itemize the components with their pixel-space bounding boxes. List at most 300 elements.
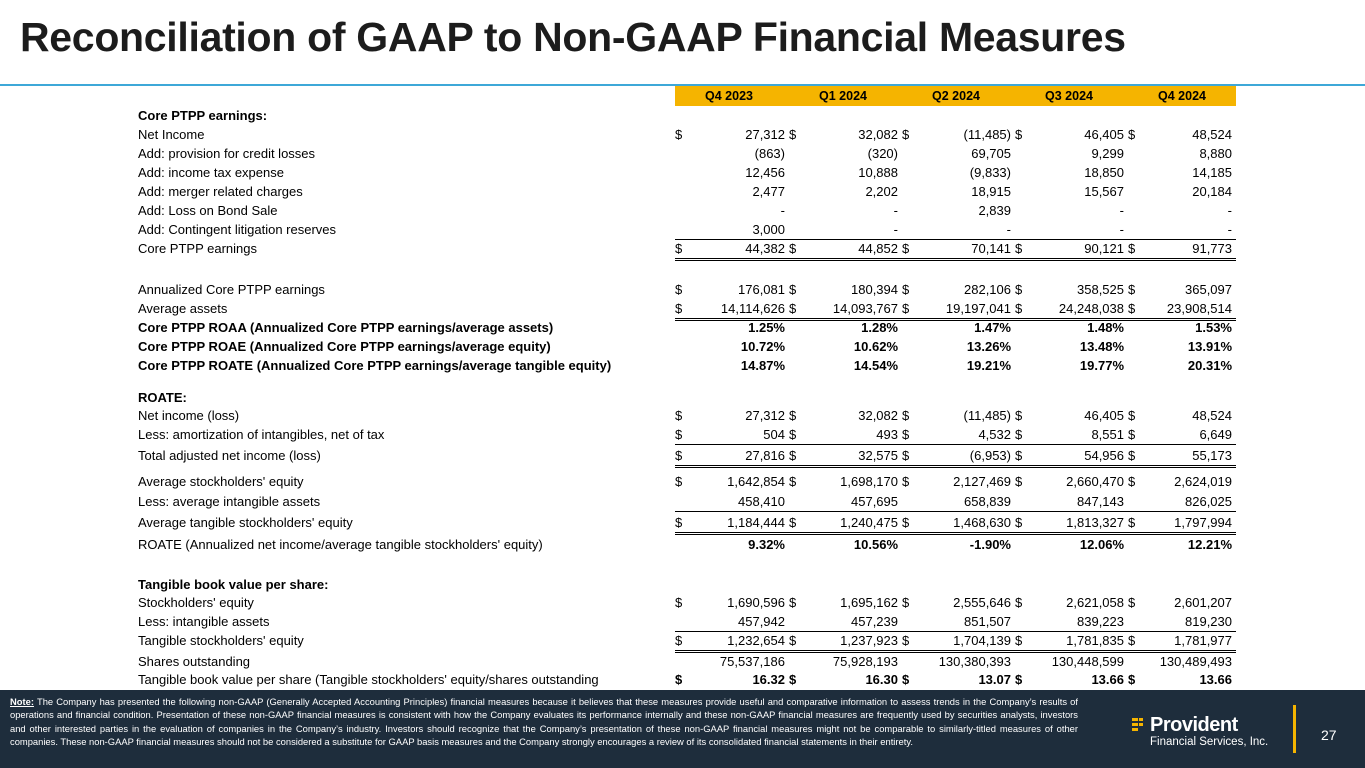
currency-symbol: $ — [1128, 427, 1136, 442]
table-cell — [675, 337, 789, 356]
table-row — [138, 163, 1230, 182]
table-cell — [902, 201, 1015, 220]
table-cell — [1015, 280, 1128, 299]
cell-value: 457,942 — [738, 614, 785, 629]
currency-symbol: $ — [1128, 127, 1136, 142]
table-cell — [902, 163, 1015, 182]
table-row — [138, 425, 1230, 444]
table-cell — [675, 125, 789, 144]
row-label: ROATE (Annualized net income/average tangible stockholders' equity) — [138, 537, 543, 552]
table-cell — [789, 163, 902, 182]
cell-value: 176,081 — [738, 282, 785, 297]
cell-value: 12.21% — [1187, 537, 1232, 552]
cell-value: 1,232,654 — [727, 633, 785, 648]
row-label: Less: average intangible assets — [138, 494, 321, 509]
page-number: 27 — [1321, 727, 1337, 743]
cell-value: 1,690,596 — [727, 595, 785, 610]
cell-value: 75,928,193 — [832, 654, 898, 669]
cell-value: (9,833) — [969, 165, 1011, 180]
currency-symbol: $ — [789, 282, 797, 297]
table-cell — [789, 220, 902, 240]
table-cell — [902, 492, 1015, 512]
table-cell — [1128, 492, 1236, 512]
cell-value: 1,237,923 — [840, 633, 898, 648]
note-label: Note: — [10, 696, 34, 707]
cell-value: 55,173 — [1192, 448, 1232, 463]
table-cell — [1015, 425, 1128, 445]
column-header: Q1 2024 — [819, 89, 867, 103]
cell-value: 70,141 — [971, 241, 1011, 256]
table-cell — [1015, 182, 1128, 201]
table-cell — [902, 337, 1015, 356]
cell-value: 851,507 — [964, 614, 1011, 629]
cell-value: 20.31% — [1187, 358, 1232, 373]
cell-value: 75,537,186 — [719, 654, 785, 669]
currency-symbol: $ — [675, 408, 683, 423]
currency-symbol: $ — [902, 515, 910, 530]
cell-value: 826,025 — [1185, 494, 1232, 509]
table-cell — [675, 406, 789, 425]
table-cell — [1128, 337, 1236, 356]
logo-mark-icon — [1130, 717, 1150, 735]
currency-symbol: $ — [1015, 301, 1023, 316]
table-cell — [789, 144, 902, 163]
currency-symbol: $ — [675, 301, 683, 316]
cell-value: 2,477 — [752, 184, 785, 199]
table-cell — [1015, 652, 1128, 671]
currency-symbol: $ — [1128, 282, 1136, 297]
cell-value: 8,551 — [1091, 427, 1124, 442]
table-cell — [902, 446, 1015, 468]
cell-value: 13.66 — [1091, 672, 1124, 687]
cell-value: 2,555,646 — [953, 595, 1011, 610]
table-cell — [1128, 280, 1236, 299]
table-cell — [902, 318, 1015, 337]
cell-value: 10.62% — [853, 339, 898, 354]
row-label: Average assets — [138, 301, 228, 316]
cell-value: 1,642,854 — [727, 474, 785, 489]
cell-value: 19,197,041 — [945, 301, 1011, 316]
currency-symbol: $ — [902, 408, 910, 423]
cell-value: 1,468,630 — [953, 515, 1011, 530]
currency-symbol: $ — [1128, 448, 1136, 463]
table-row — [138, 299, 1230, 318]
cell-value: - — [893, 222, 898, 237]
table-cell — [675, 425, 789, 445]
row-label: Less: intangible assets — [138, 614, 270, 629]
table-cell — [902, 670, 1015, 689]
cell-value: 1,240,475 — [840, 515, 898, 530]
cell-value: 1.53% — [1195, 320, 1232, 335]
currency-symbol: $ — [1015, 633, 1023, 648]
table-cell — [1128, 631, 1236, 653]
table-row — [138, 239, 1230, 258]
table-cell — [789, 239, 902, 261]
table-cell — [675, 280, 789, 299]
cell-value: 69,705 — [971, 146, 1011, 161]
table-row — [138, 106, 1230, 125]
cell-value: (11,485) — [963, 127, 1011, 142]
row-label: Total adjusted net income (loss) — [138, 448, 321, 463]
table-cell — [1015, 406, 1128, 425]
table-cell — [902, 631, 1015, 653]
currency-symbol: $ — [675, 127, 683, 142]
cell-value: 19.77% — [1079, 358, 1124, 373]
table-cell — [675, 201, 789, 220]
cell-value: 91,773 — [1192, 241, 1232, 256]
table-cell — [675, 631, 789, 653]
row-label: Core PTPP earnings — [138, 241, 257, 256]
row-label: Tangible book value per share (Tangible stockholders' equity/shares outstanding — [138, 672, 599, 687]
currency-symbol: $ — [1128, 474, 1136, 489]
table-cell — [789, 446, 902, 468]
cell-value: 1,781,977 — [1174, 633, 1232, 648]
cell-value: 1.47% — [974, 320, 1011, 335]
row-label: Add: income tax expense — [138, 165, 284, 180]
table-cell — [789, 125, 902, 144]
cell-value: (320) — [867, 146, 898, 161]
table-cell — [1128, 612, 1236, 632]
currency-symbol: $ — [1128, 408, 1136, 423]
currency-symbol: $ — [789, 633, 797, 648]
currency-symbol: $ — [789, 241, 797, 256]
cell-value: 54,956 — [1084, 448, 1124, 463]
table-cell — [1015, 144, 1128, 163]
cell-value: 20,184 — [1192, 184, 1232, 199]
table-cell — [1128, 652, 1236, 671]
cell-value: 358,525 — [1077, 282, 1124, 297]
table-cell — [1015, 472, 1128, 491]
table-cell — [902, 593, 1015, 612]
cell-value: 4,532 — [978, 427, 1011, 442]
cell-value: 16.32 — [752, 672, 785, 687]
cell-value: 48,524 — [1192, 127, 1232, 142]
currency-symbol: $ — [1128, 595, 1136, 610]
cell-value: 847,143 — [1077, 494, 1124, 509]
currency-symbol: $ — [789, 301, 797, 316]
table-cell — [1015, 337, 1128, 356]
table-cell — [902, 220, 1015, 240]
cell-value: 3,000 — [752, 222, 785, 237]
cell-value: 12.06% — [1079, 537, 1124, 552]
cell-value: 2,839 — [978, 203, 1011, 218]
currency-symbol: $ — [1128, 241, 1136, 256]
table-row — [138, 125, 1230, 144]
cell-value: 1,781,835 — [1066, 633, 1124, 648]
cell-value: 10.72% — [740, 339, 785, 354]
table-cell — [1128, 125, 1236, 144]
table-cell — [1128, 406, 1236, 425]
table-cell — [675, 163, 789, 182]
table-cell — [789, 670, 902, 689]
table-cell — [1128, 182, 1236, 201]
cell-value: 13.07 — [978, 672, 1011, 687]
table-cell — [675, 472, 789, 491]
table-row — [138, 652, 1230, 671]
cell-value: 8,880 — [1199, 146, 1232, 161]
table-row — [138, 356, 1230, 375]
footer — [0, 690, 1365, 768]
page-title: Reconciliation of GAAP to Non-GAAP Financial Measures — [20, 14, 1126, 60]
table-cell — [1015, 612, 1128, 632]
table-row — [138, 201, 1230, 220]
table-row — [138, 144, 1230, 163]
currency-symbol: $ — [1015, 672, 1023, 687]
cell-value: 2,660,470 — [1066, 474, 1124, 489]
table-cell — [1128, 163, 1236, 182]
currency-symbol: $ — [902, 301, 910, 316]
cell-value: 18,915 — [971, 184, 1011, 199]
cell-value: 32,082 — [858, 127, 898, 142]
table-row — [138, 513, 1230, 532]
cell-value: 13.48% — [1079, 339, 1124, 354]
table-cell — [1015, 446, 1128, 468]
cell-value: 130,448,599 — [1051, 654, 1124, 669]
currency-symbol: $ — [675, 515, 683, 530]
cell-value: (6,953) — [969, 448, 1011, 463]
row-label: Net income (loss) — [138, 408, 240, 423]
row-label: Tangible book value per share: — [138, 577, 329, 592]
currency-symbol: $ — [789, 515, 797, 530]
table-cell — [789, 425, 902, 445]
cell-value: - — [1227, 203, 1232, 218]
cell-value: 14,185 — [1192, 165, 1232, 180]
row-label: Less: amortization of intangibles, net of tax — [138, 427, 385, 442]
table-cell — [789, 356, 902, 375]
currency-symbol: $ — [789, 127, 797, 142]
cell-value: 90,121 — [1084, 241, 1124, 256]
cell-value: 14,093,767 — [832, 301, 898, 316]
currency-symbol: $ — [675, 448, 683, 463]
cell-value: 32,082 — [858, 408, 898, 423]
cell-value: 458,410 — [738, 494, 785, 509]
table-cell — [789, 201, 902, 220]
currency-symbol: $ — [675, 633, 683, 648]
cell-value: - — [1119, 203, 1124, 218]
cell-value: 44,852 — [858, 241, 898, 256]
table-cell — [1128, 535, 1236, 554]
column-header: Q2 2024 — [932, 89, 980, 103]
table-cell — [675, 670, 789, 689]
row-label: Core PTPP ROATE (Annualized Core PTPP earnings/average tangible equity) — [138, 358, 612, 373]
table-cell — [902, 239, 1015, 261]
cell-value: 44,382 — [745, 241, 785, 256]
currency-symbol: $ — [675, 241, 683, 256]
cell-value: - — [780, 203, 785, 218]
cell-value: 13.91% — [1187, 339, 1232, 354]
cell-value: 130,380,393 — [938, 654, 1011, 669]
row-label: Add: provision for credit losses — [138, 146, 316, 161]
table-row — [138, 388, 1230, 407]
currency-symbol: $ — [1015, 515, 1023, 530]
currency-symbol: $ — [1128, 633, 1136, 648]
table-row — [138, 631, 1230, 650]
cell-value: 27,312 — [745, 127, 785, 142]
cell-value: 24,248,038 — [1058, 301, 1124, 316]
table-cell — [1128, 513, 1236, 535]
table-cell — [902, 280, 1015, 299]
table-cell — [1015, 670, 1128, 689]
table-cell — [1128, 593, 1236, 612]
cell-value: 6,649 — [1199, 427, 1232, 442]
cell-value: 48,524 — [1192, 408, 1232, 423]
cell-value: 493 — [876, 427, 898, 442]
cell-value: 10.56% — [853, 537, 898, 552]
currency-symbol: $ — [1015, 474, 1023, 489]
currency-symbol: $ — [1128, 515, 1136, 530]
row-label: Tangible stockholders' equity — [138, 633, 304, 648]
table-cell — [1015, 356, 1128, 375]
cell-value: 18,850 — [1084, 165, 1124, 180]
table-cell — [789, 318, 902, 337]
currency-symbol: $ — [1128, 672, 1136, 687]
currency-symbol: $ — [902, 448, 910, 463]
table-cell — [789, 472, 902, 491]
table-row — [138, 446, 1230, 465]
row-label: Core PTPP ROAE (Annualized Core PTPP earnings/average equity) — [138, 339, 551, 354]
cell-value: 282,106 — [964, 282, 1011, 297]
currency-symbol: $ — [1015, 427, 1023, 442]
table-cell — [902, 652, 1015, 671]
table-cell — [1128, 144, 1236, 163]
cell-value: 27,816 — [745, 448, 785, 463]
row-label: Shares outstanding — [138, 654, 251, 669]
table-cell — [1015, 318, 1128, 337]
table-row — [138, 318, 1230, 337]
table-cell — [1128, 446, 1236, 468]
table-cell — [1128, 425, 1236, 445]
cell-value: 14.87% — [740, 358, 785, 373]
table-cell — [675, 612, 789, 632]
table-row — [138, 670, 1230, 689]
table-cell — [902, 406, 1015, 425]
cell-value: -1.90% — [969, 537, 1011, 552]
currency-symbol: $ — [1015, 448, 1023, 463]
table-cell — [675, 182, 789, 201]
currency-symbol: $ — [902, 427, 910, 442]
table-cell — [789, 652, 902, 671]
cell-value: 15,567 — [1084, 184, 1124, 199]
cell-value: 19.21% — [966, 358, 1011, 373]
cell-value: 23,908,514 — [1166, 301, 1232, 316]
table-cell — [902, 182, 1015, 201]
currency-symbol: $ — [1015, 408, 1023, 423]
currency-symbol: $ — [789, 474, 797, 489]
table-row — [138, 220, 1230, 239]
table-cell — [1128, 670, 1236, 689]
cell-value: 1,813,327 — [1066, 515, 1124, 530]
table-cell — [675, 144, 789, 163]
row-label: Add: Contingent litigation reserves — [138, 222, 337, 237]
cell-value: 1,797,994 — [1174, 515, 1232, 530]
table-cell — [789, 406, 902, 425]
logo-subtitle: Financial Services, Inc. — [1150, 736, 1269, 748]
row-label: Core PTPP earnings: — [138, 108, 268, 123]
table-cell — [675, 220, 789, 240]
table-cell — [1128, 201, 1236, 220]
table-cell — [1128, 356, 1236, 375]
row-label: Stockholders' equity — [138, 595, 254, 610]
currency-symbol: $ — [789, 672, 797, 687]
cell-value: 9,299 — [1091, 146, 1124, 161]
table-cell — [1128, 318, 1236, 337]
table-cell — [789, 182, 902, 201]
table-cell — [789, 593, 902, 612]
table-cell — [902, 144, 1015, 163]
row-label: Net Income — [138, 127, 205, 142]
cell-value: 1,704,139 — [953, 633, 1011, 648]
cell-value: 12,456 — [745, 165, 785, 180]
cell-value: 2,624,019 — [1174, 474, 1232, 489]
table-cell — [675, 356, 789, 375]
currency-symbol: $ — [1015, 282, 1023, 297]
cell-value: 2,127,469 — [953, 474, 1011, 489]
table-row — [138, 406, 1230, 425]
row-label: Average tangible stockholders' equity — [138, 515, 353, 530]
cell-value: 13.26% — [966, 339, 1011, 354]
table-cell — [789, 631, 902, 653]
currency-symbol: $ — [675, 427, 683, 442]
currency-symbol: $ — [675, 282, 683, 297]
cell-value: 16.30 — [865, 672, 898, 687]
cell-value: 1,698,170 — [840, 474, 898, 489]
cell-value: 457,239 — [851, 614, 898, 629]
table-row — [138, 535, 1230, 554]
currency-symbol: $ — [902, 633, 910, 648]
table-cell — [789, 337, 902, 356]
cell-value: 9.32% — [748, 537, 785, 552]
cell-value: 1.25% — [748, 320, 785, 335]
cell-value: 32,575 — [858, 448, 898, 463]
table-cell — [789, 535, 902, 554]
table-cell — [789, 513, 902, 535]
table-cell — [675, 652, 789, 671]
cell-value: 46,405 — [1084, 127, 1124, 142]
currency-symbol: $ — [1015, 127, 1023, 142]
column-header: Q4 2024 — [1158, 89, 1206, 103]
table-cell — [789, 612, 902, 632]
column-header: Q3 2024 — [1045, 89, 1093, 103]
currency-symbol: $ — [1128, 301, 1136, 316]
currency-symbol: $ — [902, 241, 910, 256]
cell-value: 2,202 — [865, 184, 898, 199]
table-cell — [1015, 492, 1128, 512]
table-row — [138, 337, 1230, 356]
table-cell — [1015, 513, 1128, 535]
cell-value: 10,888 — [858, 165, 898, 180]
table-cell — [902, 535, 1015, 554]
cell-value: - — [1119, 222, 1124, 237]
table-cell — [675, 593, 789, 612]
table-cell — [675, 492, 789, 512]
table-cell — [1015, 125, 1128, 144]
table-cell — [675, 535, 789, 554]
cell-value: 365,097 — [1185, 282, 1232, 297]
cell-value: 14,114,626 — [720, 301, 785, 316]
table-row — [138, 472, 1230, 491]
table-row — [138, 612, 1230, 631]
table-cell — [1015, 220, 1128, 240]
table-cell — [1015, 593, 1128, 612]
table-cell — [902, 612, 1015, 632]
currency-symbol: $ — [789, 408, 797, 423]
cell-value: 2,601,207 — [1174, 595, 1232, 610]
table-cell — [1128, 472, 1236, 491]
row-label: Add: Loss on Bond Sale — [138, 203, 278, 218]
table-cell — [675, 318, 789, 337]
note — [10, 695, 1078, 749]
note-text: The Company has presented the following non-GAAP (Generally Accepted Accounting Principles) financial measures because it believes that these measures provide useful and comparative information to assess trends in the Company’s results of operations and financial condition. Presentation of these non-GAAP financial measures is consistent with how the Company evaluates its performance internally and these non-GAAP financial measures are frequently used by securities analysts, investors and other interested parties in the evaluation of companies in the Company’s industry. Investors should recognize that the Company’s presentation of these non-GAAP financial measures might not be comparable to similarly-titled measures of other companies. These non-GAAP financial measures should not be considered a substitute for GAAP basis measures and the Company strongly encourages a review of its consolidated financial statements in their entirety. — [10, 696, 1078, 748]
